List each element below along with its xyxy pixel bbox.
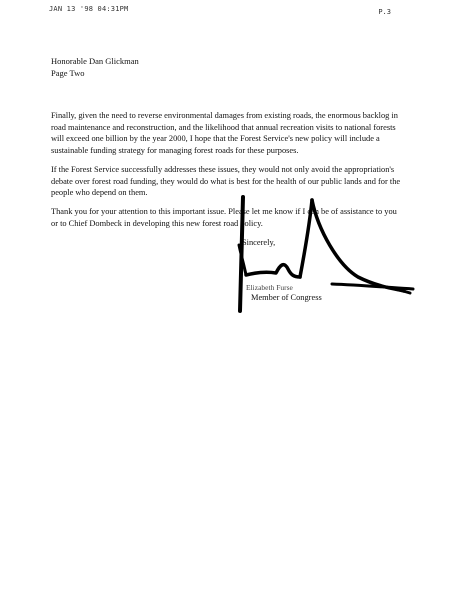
fax-header (0, 5, 459, 19)
signer-title: Member of Congress (251, 293, 322, 302)
paragraph-appropriations: If the Forest Service successfully addresses these issues, they would not only avoid the appropriation's debate over forest road funding, they would do what is best for the health of our public lands and for the people who depend on them. (51, 165, 401, 198)
fax-page-number: P.3 (378, 8, 391, 16)
signer-name: Elizabeth Furse (246, 283, 293, 292)
letter-addressee-block (51, 55, 139, 79)
page-label: Page Two (51, 68, 85, 78)
closing-salutation: Sincerely, (242, 238, 276, 247)
fax-timestamp: JAN 13 '98 04:31PM (49, 5, 129, 13)
addressee-name: Honorable Dan Glickman (51, 56, 139, 66)
paragraph-funding: Finally, given the need to reverse environmental damages from existing roads, the enormous backlog in road maintenance and reconstruction, and the likelihood that annual recreation visits to national forests will exceed one billion by the year 2000, I hope that the Forest Service's new policy will include a sustainable funding strategy for managing forest roads for these purposes. (51, 111, 398, 155)
paragraph-thanks: Thank you for your attention to this important issue. Please let me know if I can be of assistance to you or to Chief Dombeck in developing this new forest road policy. (51, 207, 397, 228)
